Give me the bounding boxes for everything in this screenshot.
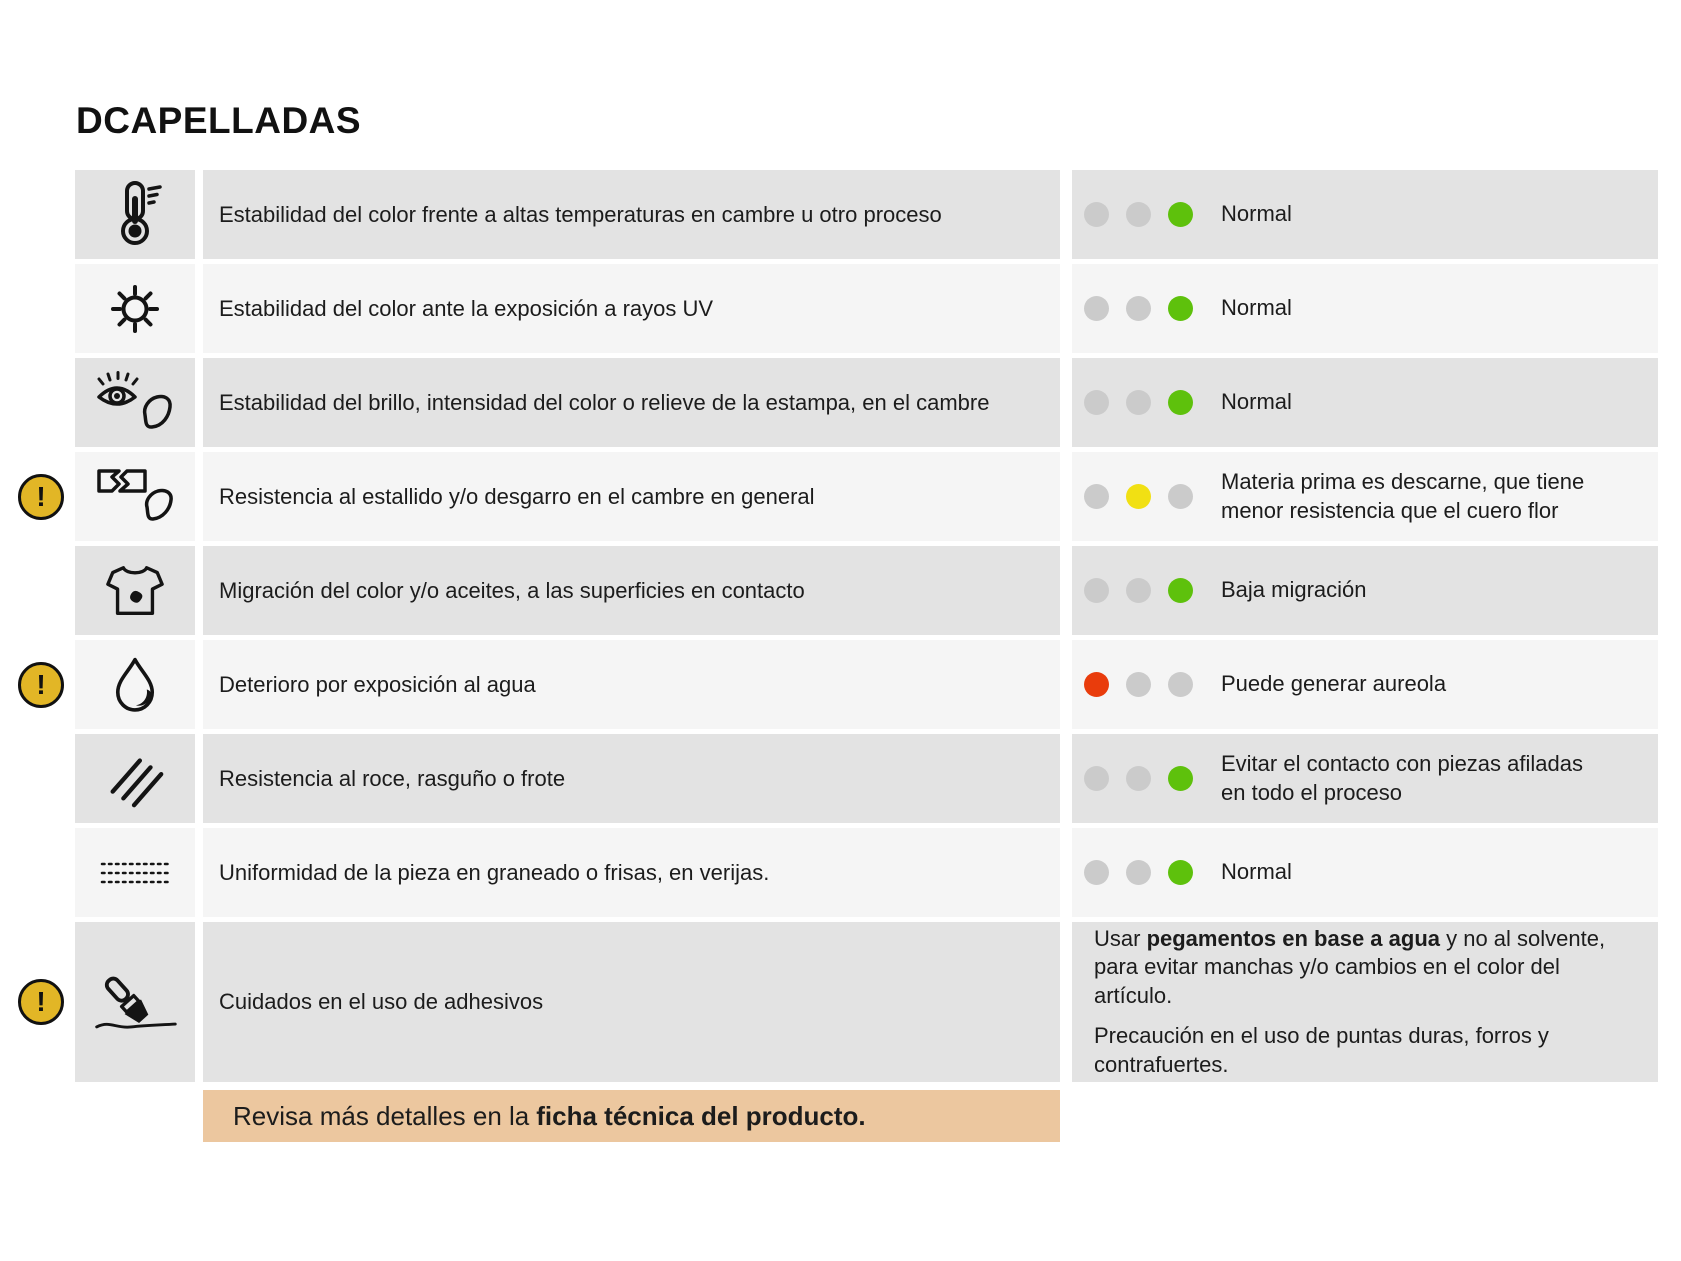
exclamation-glyph: ! bbox=[36, 986, 46, 1017]
rating-dot bbox=[1126, 860, 1151, 885]
row-icon-cell bbox=[75, 358, 195, 447]
footer-text: Revisa más detalles en la bbox=[233, 1100, 530, 1131]
rating-dot bbox=[1168, 390, 1193, 415]
status-text: Materia prima es descarne, que tiene menor resistencia que el cuero flor bbox=[1221, 468, 1585, 523]
row-icon-cell bbox=[75, 452, 195, 541]
row-description: Migración del color y/o aceites, a las superficies en contacto bbox=[219, 577, 805, 603]
rating-dots bbox=[1084, 578, 1193, 603]
status-text: Baja migración bbox=[1221, 577, 1367, 603]
rating-dot bbox=[1084, 672, 1109, 697]
status-text: Normal bbox=[1221, 201, 1292, 227]
row-description: Cuidados en el uso de adhesivos bbox=[219, 989, 544, 1015]
rating-dot bbox=[1126, 484, 1151, 509]
row-icon-cell bbox=[75, 546, 195, 635]
rating-dot bbox=[1126, 672, 1151, 697]
row-description: Resistencia al estallido y/o desgarro en el cambre en general bbox=[219, 483, 815, 509]
footer-text-bold: ficha técnica del producto. bbox=[536, 1100, 866, 1131]
row-description: Estabilidad del brillo, intensidad del color o relieve de la estampa, en el cambre bbox=[219, 389, 990, 415]
eye-gloss-icon bbox=[93, 371, 177, 435]
scratch-lines-icon bbox=[104, 748, 166, 810]
table-row bbox=[75, 358, 1658, 447]
row-icon-cell bbox=[75, 922, 195, 1082]
table-row bbox=[75, 734, 1658, 823]
rating-dots bbox=[1084, 202, 1193, 227]
row-description: Deterioro por exposición al agua bbox=[219, 671, 536, 697]
rating-dot bbox=[1126, 766, 1151, 791]
tear-resistance-icon bbox=[93, 465, 177, 529]
rating-dots bbox=[1084, 766, 1193, 791]
adhesive-instructions: Usar pegamentos en base a agua y no al solvente, para evitar manchas y/o cambios en el color del artículo. Precaución en el uso de puntas duras, forros y contrafuertes. bbox=[1072, 922, 1658, 1082]
table-row bbox=[36, 640, 1658, 729]
table-row bbox=[75, 170, 1658, 259]
rating-dots bbox=[1084, 672, 1193, 697]
rating-dot bbox=[1168, 202, 1193, 227]
status-text: Evitar el contacto con piezas afiladas en todo el proceso bbox=[1221, 750, 1583, 805]
warning-icon bbox=[18, 662, 64, 708]
rating-dot bbox=[1084, 860, 1109, 885]
warning-icon bbox=[18, 474, 64, 520]
rating-dot bbox=[1084, 390, 1109, 415]
row-icon-cell bbox=[75, 734, 195, 823]
rating-dots bbox=[1084, 860, 1193, 885]
table-row bbox=[75, 546, 1658, 635]
table-row bbox=[36, 452, 1658, 541]
rating-dot bbox=[1084, 296, 1109, 321]
table-row bbox=[36, 922, 1658, 1082]
row-description: Estabilidad del color ante la exposición a rayos UV bbox=[219, 295, 714, 321]
row-description: Uniformidad de la pieza en graneado o frisas, en verijas. bbox=[219, 859, 770, 885]
row-icon-cell bbox=[75, 640, 195, 729]
rating-dot bbox=[1084, 766, 1109, 791]
table-row bbox=[75, 264, 1658, 353]
rating-dot bbox=[1126, 296, 1151, 321]
status-text: Normal bbox=[1221, 295, 1292, 321]
rating-dot bbox=[1084, 202, 1109, 227]
warning-icon bbox=[18, 979, 64, 1025]
rating-dot bbox=[1126, 390, 1151, 415]
rating-dots bbox=[1084, 390, 1193, 415]
rating-dots bbox=[1084, 296, 1193, 321]
paintbrush-icon bbox=[89, 963, 181, 1041]
row-icon-cell bbox=[75, 264, 195, 353]
exclamation-glyph: ! bbox=[36, 480, 46, 512]
rating-dot bbox=[1084, 484, 1109, 509]
rating-dot bbox=[1168, 766, 1193, 791]
status-text: Puede generar aureola bbox=[1221, 671, 1447, 697]
row-description: Estabilidad del color frente a altas temperaturas en cambre u otro proceso bbox=[219, 201, 942, 227]
care-table bbox=[36, 170, 1658, 1142]
rating-dot bbox=[1168, 484, 1193, 509]
status-text: Normal bbox=[1221, 389, 1292, 415]
rating-dot bbox=[1168, 296, 1193, 321]
row-icon-cell bbox=[75, 828, 195, 917]
rating-dot bbox=[1168, 672, 1193, 697]
rating-dot bbox=[1168, 578, 1193, 603]
footer-note bbox=[203, 1090, 1060, 1142]
rating-dot bbox=[1168, 860, 1193, 885]
tshirt-stain-icon bbox=[104, 560, 166, 622]
exclamation-glyph: ! bbox=[36, 668, 46, 700]
sun-icon bbox=[103, 277, 167, 341]
table-rows bbox=[36, 170, 1658, 1082]
rating-dot bbox=[1084, 578, 1109, 603]
dotted-texture-icon bbox=[97, 841, 173, 905]
rating-dots bbox=[1084, 484, 1193, 509]
status-text: Normal bbox=[1221, 859, 1292, 885]
water-drop-icon bbox=[106, 655, 164, 715]
row-description: Resistencia al roce, rasguño o frote bbox=[219, 765, 566, 791]
rating-dot bbox=[1126, 202, 1151, 227]
table-row bbox=[75, 828, 1658, 917]
rating-dot bbox=[1126, 578, 1151, 603]
page-title: DCAPELLADAS bbox=[76, 100, 362, 141]
row-icon-cell bbox=[75, 170, 195, 259]
thermometer-icon bbox=[103, 178, 167, 252]
